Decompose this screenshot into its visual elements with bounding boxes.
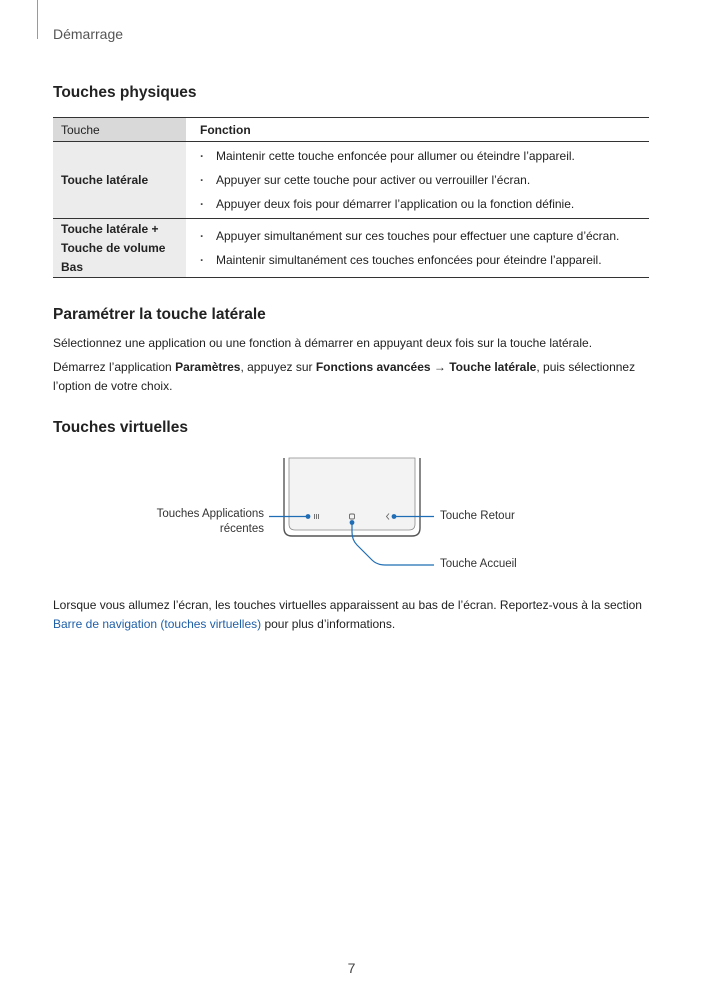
header-rule [37, 0, 38, 39]
text-run: , appuyez sur [240, 360, 316, 374]
navigation-bar-link[interactable]: Barre de navigation (touches virtuelles) [53, 617, 262, 631]
virtual-keys-heading: Touches virtuelles [53, 419, 188, 436]
side-key-paragraph-2 [53, 358, 643, 396]
column-header-key: Touche [53, 118, 186, 142]
text-run: Lorsque vous allumez l’écran, les touches virtuelles apparaissent au bas de l’écran. Reportez-vous à la section [53, 598, 642, 612]
recent-apps-label-line: Touches Applications [156, 508, 264, 520]
table-header-row [53, 118, 649, 142]
side-key-heading: Paramétrer la touche latérale [53, 306, 266, 323]
function-cell [186, 142, 649, 219]
recent-apps-label [157, 507, 264, 537]
key-line: Touche latérale + [61, 221, 159, 236]
list-item: · Appuyer deux fois pour démarrer l’application ou la fonction définie. [186, 192, 649, 216]
recent-apps-label-line: récentes [219, 523, 264, 535]
list-item: · Maintenir simultanément ces touches enfoncées pour éteindre l’appareil. [186, 248, 649, 272]
table-row [53, 142, 649, 219]
advanced-features-label: Fonctions avancées [315, 360, 431, 374]
list-item: · Appuyer sur cette touche pour activer ou verrouiller l’écran. [186, 168, 649, 192]
arrow-glyph: → [430, 360, 450, 374]
list-item: · Maintenir cette touche enfoncée pour allumer ou éteindre l’appareil. [186, 144, 649, 168]
key-line: Bas [61, 259, 84, 274]
back-callout-dot [392, 514, 397, 519]
page-number: 7 [347, 960, 356, 976]
list-item: · Appuyer simultanément sur ces touches pour effectuer une capture d’écran. [186, 224, 649, 248]
key-cell: Touche latérale [53, 142, 186, 219]
home-callout-dot [350, 520, 355, 525]
function-list [186, 224, 649, 272]
column-header-function: Fonction [186, 118, 649, 142]
side-key-label: Touche latérale [449, 360, 537, 374]
function-cell [186, 219, 649, 278]
keys-table [53, 117, 649, 278]
back-icon [387, 514, 390, 520]
side-key-paragraph-1: Sélectionnez une application ou une fonction à démarrer en appuyant deux fois sur la touche latérale. [53, 336, 593, 350]
key-cell [53, 219, 186, 278]
function-list [186, 144, 649, 216]
table-row [53, 219, 649, 278]
virtual-keys-paragraph [53, 596, 648, 634]
home-callout-line [352, 523, 434, 565]
home-key-label: Touche Accueil [440, 558, 517, 570]
text-run: pour plus d’informations. [261, 617, 396, 631]
settings-app-name: Paramètres [175, 360, 241, 374]
recent-apps-callout-dot [306, 514, 311, 519]
phone-screen [289, 458, 415, 530]
section-header: Démarrage [53, 26, 124, 42]
recent-apps-icon [315, 514, 319, 519]
key-line: Touche de volume [61, 240, 166, 255]
back-key-label: Touche Retour [440, 510, 515, 522]
text-run: Démarrez l’application [53, 360, 176, 374]
text-run: , puis sélectionnez l’option de votre choix. [53, 360, 636, 393]
home-icon [350, 514, 355, 519]
physical-keys-heading: Touches physiques [53, 84, 197, 101]
phone-outline [284, 458, 420, 536]
